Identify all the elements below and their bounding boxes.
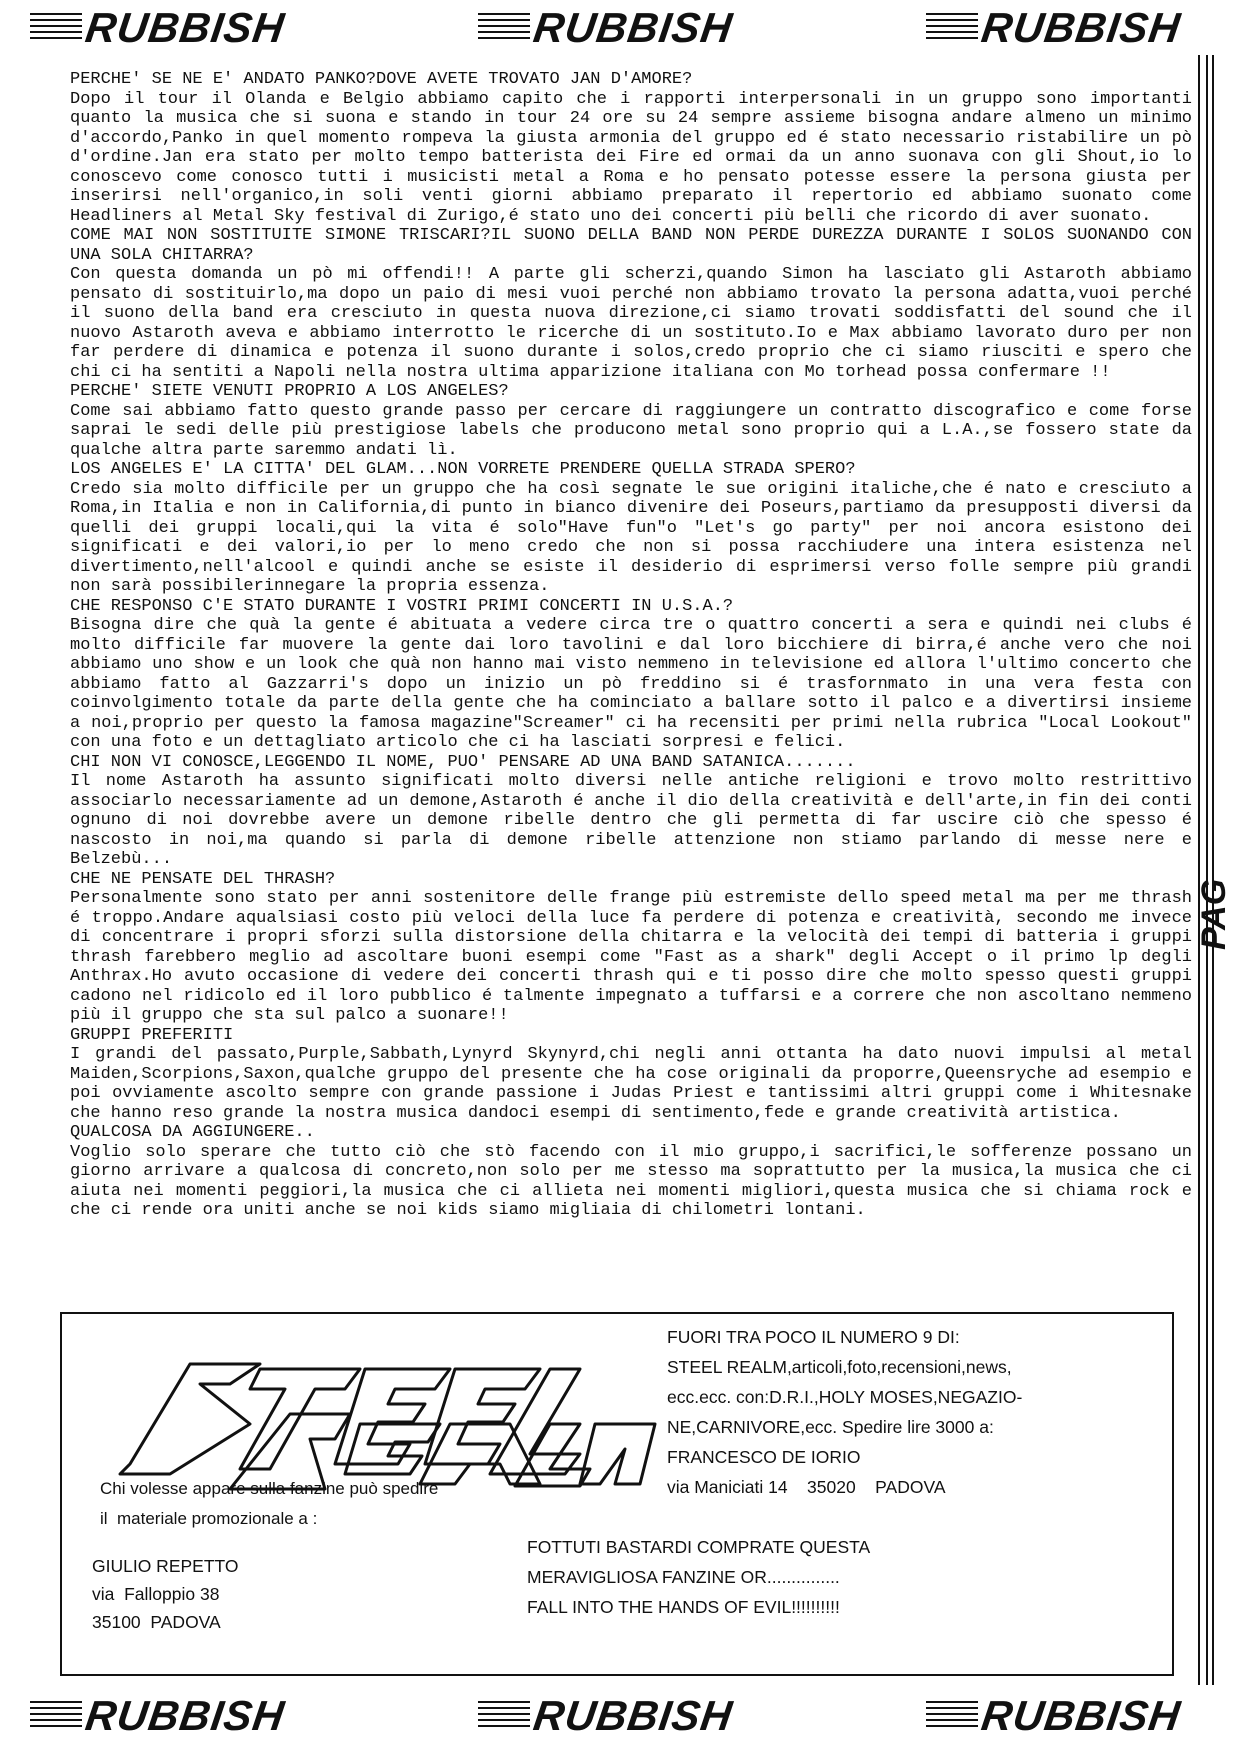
interview-answer: Credo sia molto difficile per un gruppo che ha così segnate le sue origini italiche,che é nato e cresciuto a Roma,in Italia e non in California,di punto in bianco divenire dei Poseurs,partiamo da presupposti diversi da quelli dei gruppi locali,qui la vita é solo"Have fun"o "Let's go party" per noi ancora esistono dei significati e dei valori,io per lo meno credo che non si possa racchiudere una intera esistenza nel divertimento,nell'alcool e quindi anche se esiste il desiderio di esprimersi verso folle sempre più grandi non sarà possibilerinnegare la propria essenza. bbox=[70, 479, 1192, 596]
interview-answer: Voglio solo sperare che tutto ciò che stò facendo con il mio gruppo,i sacrifici,le sofferenze possano un giorno arrivare a qualcosa di concreto,non solo per me stesso ma soprattutto per la musica,la musica che ci aiuta nei momenti peggiori,la musica che ci allieta nei momenti migliori,questa musica che si chiama rock e che ci rende ora uniti anche se noi kids siamo migliaia di chilometri lontani. bbox=[70, 1142, 1192, 1220]
interview-answer: I grandi del passato,Purple,Sabbath,Lynyrd Skynyrd,chi negli anni ottanta ha dato nuovi impulsi al metal Maiden,Scorpions,Saxon,qualche gruppo del presente che ha cose originali da proporre,Queensryche ad esempio e poi ovviamente ascolto sempre con grande passione i Judas Priest e tantissimi altri gruppi come i Whitesnake che hanno reso grande la nostra musica dandoci esempi di sentimento,fede e grande creatività artistica. bbox=[70, 1045, 1192, 1123]
interview-answer: Il nome Astaroth ha assunto significati molto diversi nelle antiche religioni e trovo molto restrittivo associarlo necessariamente ad un demone,Astaroth é anche il dio della creatività e dell'arte,in fin dei conti ognuno di noi dovrebbe avere un demone ribelle dentro che gli permetta di far uscire ciò che spesso é nascosto in noi,ma quando si parla di demone ribelle attenzione non stiamo parlando di messe nere e Belzebù... bbox=[70, 772, 1192, 869]
bottom-banner bbox=[30, 1690, 1184, 1742]
slogan-line: FOTTUTI BASTARDI COMPRATE QUESTA bbox=[527, 1537, 871, 1557]
banner-word: RUBBISH bbox=[478, 4, 732, 52]
interview-answer: Personalmente sono stato per anni sostenitore delle frange più estremiste dello speed metal ma per me thrash é troppo.Andare aqualsiasi costo più veloci della luce fa perdere di potenza e creatività, secondo me invece di concentrare i propri sforzi sulla distorsione della chitarra e la velocità dei tempi di batteria i gruppi thrash farebbero meglio ad ascoltare buoni esempi come "Fast as a shark" degli Accept o il primo lp degli Anthrax.Ho avuto occasione di vedere dei concerti thrash qui e ti posso dire che molto spesso questi gruppi cadono nel ridicolo ed il loro pubblico é talmente impegnato a tuffarsi e a correre che non ascoltano nemmeno più il gruppo che sta sul palco a suonare!! bbox=[70, 889, 1192, 1025]
slogan-line: MERAVIGLIOSA FANZINE OR............... bbox=[527, 1567, 840, 1587]
contact-address bbox=[92, 1552, 239, 1636]
interview-answer: Dopo il tour il Olanda e Belgio abbiamo capito che i rapporti interpersonali in un gruppo sono importanti quanto la musica che si suona e stando in tour 24 ore su 24 sempre assieme bisogna andare almeno un minimo d'accordo,Panko in quel momento rompeva la giusta armonia del gruppo ed é stato necessario ristabilire un pò d'ordine.Jan era stato per molto tempo batterista dei Fire ed ormai da un anno suonava con gli Shout,io lo conoscevo come conosco tutti i musicisti metal a Roma e ho pensato potesse essere la persona giusta per inserirsi nell'organico,in soli venti giorni abbiamo preparato il repertorio ed abbiamo suonato come Headliners al Metal Sky festival di Zurigo,é stato uno dei concerti più belli che ricordo di aver suonato. bbox=[70, 89, 1192, 226]
interview-question: PERCHE' SIETE VENUTI PROPRIO A LOS ANGELES? bbox=[70, 382, 509, 401]
banner-word: RUBBISH bbox=[30, 4, 284, 52]
address-line: 35100 PADOVA bbox=[92, 1612, 221, 1632]
promo-instructions bbox=[100, 1474, 438, 1534]
interview-answer: Con questa domanda un pò mi offendi!! A parte gli scherzi,quando Simon ha lasciato gli Astaroth abbiamo pensato di sostituirlo,ma dopo un paio di mesi vuoi perché non abbiamo trovato la persona adatta,vuoi perché il suono della band era cresciuto in questa nuova direzione,ci siamo trovati soddisfatti del sound che il nuovo Astaroth aveva e abbiamo interrotto le ricerche di un sostituto.Io e Max abbiamo lavorato duro per non far perdere di dinamica e potenza il suono durante i solos,credo proprio che ci siamo riusciti e spero che chi ci ha sentiti a Napoli nella nostra ultima apparizione italiana con Mo torhead possa confermare !! bbox=[70, 265, 1192, 382]
interview-question: PERCHE' SE NE E' ANDATO PANKO?DOVE AVETE TROVATO JAN D'AMORE? bbox=[70, 70, 693, 89]
slogan-line: FALL INTO THE HANDS OF EVIL!!!!!!!!!! bbox=[527, 1597, 840, 1617]
notice-line: via Maniciati 14 35020 PADOVA bbox=[667, 1477, 946, 1497]
interview-question: LOS ANGELES E' LA CITTA' DEL GLAM...NON VORRETE PRENDERE QUELLA STRADA SPERO? bbox=[70, 460, 856, 479]
promo-line: Chi volesse appare sulla fanzine può spedire bbox=[100, 1479, 439, 1498]
interview-question: CHE NE PENSATE DEL THRASH? bbox=[70, 869, 336, 889]
notice-line: NE,CARNIVORE,ecc. Spedire lire 3000 a: bbox=[667, 1417, 994, 1437]
interview-question: GRUPPI PREFERITI bbox=[70, 1025, 234, 1045]
banner-word: RUBBISH bbox=[30, 1692, 284, 1740]
notice-line: STEEL REALM,articoli,foto,recensioni,news, bbox=[667, 1357, 1012, 1377]
notice-line: ecc.ecc. con:D.R.I.,HOLY MOSES,NEGAZIO- bbox=[667, 1387, 1023, 1407]
top-banner bbox=[30, 2, 1184, 54]
banner-word: RUBBISH bbox=[478, 1692, 732, 1740]
banner-word: RUBBISH bbox=[926, 1692, 1180, 1740]
interview-question: QUALCOSA DA AGGIUNGERE.. bbox=[70, 1123, 315, 1142]
interview-question: COME MAI NON SOSTITUITE SIMONE TRISCARI?IL SUONO DELLA BAND NON PERDE DUREZZA DURANTE I SOLOS SUONANDO CON UNA SOLA CHITARRA? bbox=[70, 226, 1192, 265]
next-issue-notice bbox=[667, 1322, 1022, 1502]
interview-answer: Come sai abbiamo fatto questo grande passo per cercare di raggiungere un contratto discografico e come forse saprai le sedi delle più prestigiose labels che producono metal sono proprio qui a L.A.,se fossero state da qualche altra parte saremmo andati lì. bbox=[70, 401, 1192, 460]
side-page-label: PAG bbox=[1195, 878, 1233, 950]
steel-realm-ad bbox=[60, 1312, 1174, 1676]
notice-line: FUORI TRA POCO IL NUMERO 9 DI: bbox=[667, 1327, 960, 1347]
page-border-lines bbox=[1198, 55, 1230, 1685]
promo-line: il materiale promozionale a : bbox=[100, 1509, 318, 1528]
notice-line: FRANCESCO DE IORIO bbox=[667, 1447, 861, 1467]
interview-question: CHE RESPONSO C'E STATO DURANTE I VOSTRI PRIMI CONCERTI IN U.S.A.? bbox=[70, 596, 734, 616]
address-line: via Falloppio 38 bbox=[92, 1584, 220, 1604]
steel-realm-logo bbox=[110, 1344, 670, 1494]
slogan bbox=[527, 1532, 870, 1622]
interview-article bbox=[70, 70, 1192, 1221]
interview-question: CHI NON VI CONOSCE,LEGGENDO IL NOME, PUO' PENSARE AD UNA BAND SATANICA....... bbox=[70, 752, 856, 772]
address-line: GIULIO REPETTO bbox=[92, 1556, 239, 1576]
banner-word: RUBBISH bbox=[926, 4, 1180, 52]
interview-answer: Bisogna dire che quà la gente é abituata a vedere circa tre o quattro concerti a sera e quindi nei clubs é molto difficile far muovere la gente dai loro tavolini e dal loro bicchiere di birra,é anche vero che noi abbiamo uno show e un look che quà non hanno mai visto nemmeno in televisione ed allora l'ultimo concerto che abbiamo fatto al Gazzarri's dopo un inizio un pò freddino si é trasfornmato in una vera festa con coinvolgimento totale da parte della gente che ha cominciato a ballare sotto il palco e a divertirsi insieme a noi,proprio per questo la famosa magazine"Screamer" ci ha recensiti per primi nella rubrica "Local Lookout" con una foto e un dettagliato articolo che ci ha lasciati sorpresi e felici. bbox=[70, 616, 1192, 752]
